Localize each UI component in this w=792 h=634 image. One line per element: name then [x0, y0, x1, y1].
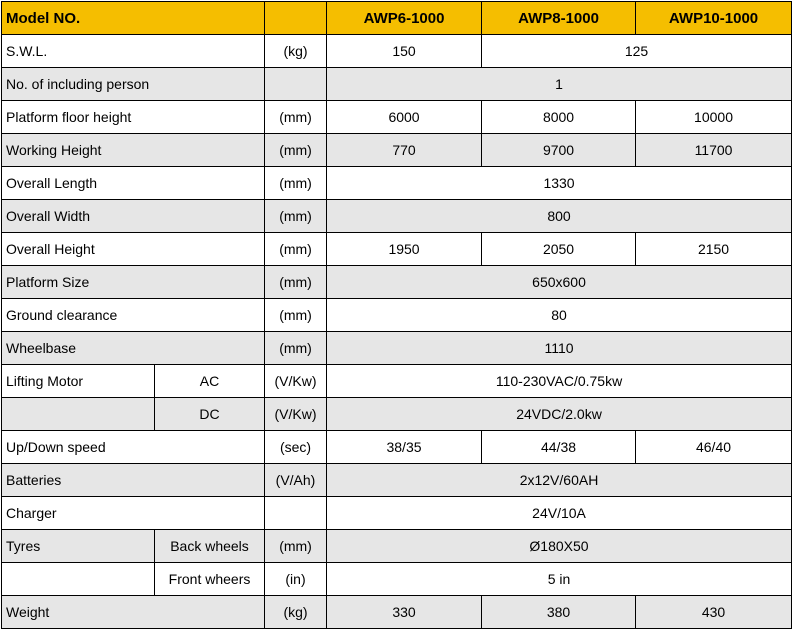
row-unit: (mm): [265, 332, 327, 365]
row-unit: (in): [265, 563, 327, 596]
row-label: Wheelbase: [2, 332, 265, 365]
row-swl: [2, 35, 792, 68]
cell-value: 24VDC/2.0kw: [327, 398, 792, 431]
cell-value: Ø180X50: [327, 530, 792, 563]
row-label: Weight: [2, 596, 265, 629]
cell-value: 80: [327, 299, 792, 332]
row-unit: (mm): [265, 233, 327, 266]
cell-value: 38/35: [327, 431, 482, 464]
row-tyres-back: [2, 530, 792, 563]
row-sublabel: Front wheers: [155, 563, 265, 596]
row-label: Overall Width: [2, 200, 265, 233]
row-sublabel: AC: [155, 365, 265, 398]
cell-value: 2150: [636, 233, 792, 266]
cell-value: 380: [482, 596, 636, 629]
cell-value: 650x600: [327, 266, 792, 299]
row-weight: [2, 596, 792, 629]
row-wheelbase: [2, 332, 792, 365]
cell-value: 125: [482, 35, 792, 68]
row-ground-clearance: [2, 299, 792, 332]
row-label: Lifting Motor: [2, 365, 155, 398]
cell-value: 800: [327, 200, 792, 233]
row-updown-speed: [2, 431, 792, 464]
cell-value: 5 in: [327, 563, 792, 596]
row-unit: (mm): [265, 101, 327, 134]
row-unit: (mm): [265, 299, 327, 332]
row-label: Ground clearance: [2, 299, 265, 332]
row-lifting-motor-ac: [2, 365, 792, 398]
model-label: Model NO.: [2, 2, 265, 35]
cell-value: 770: [327, 134, 482, 167]
row-label: No. of including person: [2, 68, 265, 101]
model-awp6: AWP6-1000: [327, 2, 482, 35]
row-label: Overall Length: [2, 167, 265, 200]
row-unit: (mm): [265, 200, 327, 233]
cell-value: 2x12V/60AH: [327, 464, 792, 497]
cell-value: 1: [327, 68, 792, 101]
cell-value: 430: [636, 596, 792, 629]
model-awp8: AWP8-1000: [482, 2, 636, 35]
row-label: Platform Size: [2, 266, 265, 299]
row-overall-height: [2, 233, 792, 266]
row-unit: (V/Kw): [265, 398, 327, 431]
row-working-height: [2, 134, 792, 167]
spec-table: [1, 1, 792, 629]
row-lifting-motor-dc: [2, 398, 792, 431]
row-label: Charger: [2, 497, 265, 530]
row-label: Working Height: [2, 134, 265, 167]
row-label: [2, 563, 155, 596]
row-charger: [2, 497, 792, 530]
row-label: Overall Height: [2, 233, 265, 266]
cell-value: 330: [327, 596, 482, 629]
cell-value: 46/40: [636, 431, 792, 464]
cell-value: 1330: [327, 167, 792, 200]
cell-value: 8000: [482, 101, 636, 134]
row-label: S.W.L.: [2, 35, 265, 68]
row-unit: (mm): [265, 530, 327, 563]
row-platform-floor-height: [2, 101, 792, 134]
row-unit: (kg): [265, 596, 327, 629]
row-unit: (V/Ah): [265, 464, 327, 497]
cell-value: 2050: [482, 233, 636, 266]
cell-value: 24V/10A: [327, 497, 792, 530]
row-unit: (V/Kw): [265, 365, 327, 398]
cell-value: 9700: [482, 134, 636, 167]
row-label: Batteries: [2, 464, 265, 497]
header-unit-cell: [265, 2, 327, 35]
model-awp10: AWP10-1000: [636, 2, 792, 35]
row-batteries: [2, 464, 792, 497]
row-label: [2, 398, 155, 431]
row-platform-size: [2, 266, 792, 299]
cell-value: 11700: [636, 134, 792, 167]
cell-value: 1110: [327, 332, 792, 365]
row-unit: (sec): [265, 431, 327, 464]
row-label: Tyres: [2, 530, 155, 563]
row-tyres-front: [2, 563, 792, 596]
row-unit: (mm): [265, 134, 327, 167]
row-unit: [265, 68, 327, 101]
row-unit: [265, 497, 327, 530]
row-label: Up/Down speed: [2, 431, 265, 464]
header-row: [2, 2, 792, 35]
cell-value: 1950: [327, 233, 482, 266]
row-sublabel: DC: [155, 398, 265, 431]
row-unit: (mm): [265, 266, 327, 299]
cell-value: 6000: [327, 101, 482, 134]
row-overall-width: [2, 200, 792, 233]
row-persons: [2, 68, 792, 101]
row-unit: (mm): [265, 167, 327, 200]
cell-value: 10000: [636, 101, 792, 134]
row-label: Platform floor height: [2, 101, 265, 134]
row-unit: (kg): [265, 35, 327, 68]
cell-value: 150: [327, 35, 482, 68]
cell-value: 44/38: [482, 431, 636, 464]
cell-value: 110-230VAC/0.75kw: [327, 365, 792, 398]
row-overall-length: [2, 167, 792, 200]
row-sublabel: Back wheels: [155, 530, 265, 563]
